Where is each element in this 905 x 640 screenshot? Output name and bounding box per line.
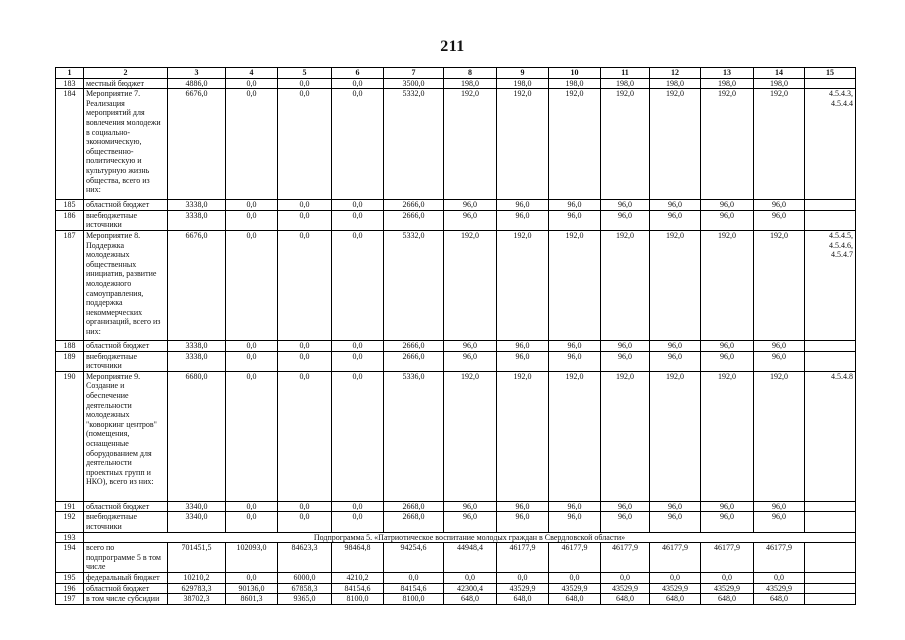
table-cell: 192,0 (650, 89, 701, 200)
table-cell: 3338,0 (168, 200, 226, 211)
table-cell: 8601,3 (226, 594, 278, 605)
table-cell: 96,0 (444, 340, 497, 351)
table-cell: 96,0 (601, 200, 650, 211)
table-cell: 0,0 (332, 200, 384, 211)
table-cell: 0,0 (601, 573, 650, 584)
subprogram-title: Подпрограмма 5. «Патриотическое воспитание молодых граждан в Свердловской области» (84, 532, 856, 543)
table-cell: 0,0 (332, 351, 384, 371)
table-cell: 192,0 (601, 89, 650, 200)
row-description: Мероприятие 9. Создание и обеспечение деятельности молодежных "коворкинг центров" (помещения, оснащенные оборудованием для деятельности проектных групп и НКО), всего из них: (84, 371, 168, 501)
table-cell: 0,0 (549, 573, 601, 584)
table-row (56, 573, 856, 584)
table-cell: 0,0 (384, 573, 444, 584)
table-row (56, 501, 856, 512)
table-cell: 192,0 (549, 89, 601, 200)
table-cell: 192,0 (701, 230, 754, 340)
table-cell: 96,0 (444, 351, 497, 371)
table-cell: 192,0 (754, 230, 805, 340)
table-cell: 94254,6 (384, 543, 444, 573)
table-cell: 43529,9 (701, 583, 754, 594)
table-cell: 3338,0 (168, 340, 226, 351)
table-cell: 96,0 (650, 512, 701, 532)
table-cell: 192,0 (444, 89, 497, 200)
column-header: 12 (650, 68, 701, 79)
row-number: 197 (56, 594, 84, 605)
table-cell: 96,0 (754, 501, 805, 512)
table-cell: 46177,9 (650, 543, 701, 573)
table-cell: 0,0 (278, 89, 332, 200)
table-row (56, 210, 856, 230)
page-number: 211 (440, 38, 465, 55)
table-cell: 2666,0 (384, 351, 444, 371)
row-description: федеральный бюджет (84, 573, 168, 584)
table-cell: 0,0 (226, 340, 278, 351)
row-number: 195 (56, 573, 84, 584)
table-cell: 96,0 (601, 512, 650, 532)
row-description: внебюджетные источники (84, 210, 168, 230)
table-cell: 0,0 (444, 573, 497, 584)
target-code (805, 78, 856, 89)
row-number: 188 (56, 340, 84, 351)
table-cell: 5332,0 (384, 230, 444, 340)
table-cell: 96,0 (444, 512, 497, 532)
table-cell: 0,0 (226, 351, 278, 371)
row-number: 196 (56, 583, 84, 594)
column-header: 15 (805, 68, 856, 79)
table-cell: 96,0 (601, 340, 650, 351)
row-number: 189 (56, 351, 84, 371)
table-cell: 96,0 (701, 340, 754, 351)
table-cell: 5336,0 (384, 371, 444, 501)
table-cell: 0,0 (278, 371, 332, 501)
table-cell: 43529,9 (754, 583, 805, 594)
table-cell: 96,0 (497, 512, 549, 532)
table-cell: 96,0 (444, 210, 497, 230)
table-cell: 0,0 (650, 573, 701, 584)
column-header: 14 (754, 68, 805, 79)
table-row (56, 594, 856, 605)
table-cell: 42300,4 (444, 583, 497, 594)
column-header: 8 (444, 68, 497, 79)
row-description: областной бюджет (84, 200, 168, 211)
table-cell: 96,0 (549, 512, 601, 532)
table-cell: 648,0 (549, 594, 601, 605)
table-cell: 102093,0 (226, 543, 278, 573)
table-row (56, 351, 856, 371)
table-cell: 96,0 (549, 501, 601, 512)
table-cell: 84623,3 (278, 543, 332, 573)
table-cell: 0,0 (278, 340, 332, 351)
table-cell: 0,0 (332, 501, 384, 512)
table-cell: 46177,9 (497, 543, 549, 573)
table-cell: 0,0 (332, 340, 384, 351)
table-cell: 648,0 (497, 594, 549, 605)
table-cell: 6676,0 (168, 230, 226, 340)
table-cell: 0,0 (226, 512, 278, 532)
table-cell: 96,0 (754, 200, 805, 211)
table-cell: 192,0 (601, 371, 650, 501)
target-code (805, 340, 856, 351)
row-description: внебюджетные источники (84, 351, 168, 371)
table-cell: 84154,6 (384, 583, 444, 594)
table-cell: 5332,0 (384, 89, 444, 200)
table-cell: 2666,0 (384, 200, 444, 211)
row-description: областной бюджет (84, 501, 168, 512)
table-cell: 192,0 (601, 230, 650, 340)
subprogram-row (56, 532, 856, 543)
table-cell: 198,0 (549, 78, 601, 89)
table-cell: 0,0 (332, 512, 384, 532)
table-cell: 648,0 (601, 594, 650, 605)
table-cell: 8100,0 (384, 594, 444, 605)
table-cell: 192,0 (444, 371, 497, 501)
table-cell: 67858,3 (278, 583, 332, 594)
table-cell: 96,0 (497, 340, 549, 351)
table-cell: 96,0 (701, 501, 754, 512)
table-cell: 43529,9 (497, 583, 549, 594)
table-cell: 96,0 (650, 501, 701, 512)
table-cell: 96,0 (549, 340, 601, 351)
column-header: 1 (56, 68, 84, 79)
target-code (805, 583, 856, 594)
table-cell: 198,0 (650, 78, 701, 89)
table-cell: 198,0 (701, 78, 754, 89)
table-cell: 96,0 (444, 501, 497, 512)
table-cell: 96,0 (601, 501, 650, 512)
row-number: 192 (56, 512, 84, 532)
row-number: 190 (56, 371, 84, 501)
table-cell: 198,0 (601, 78, 650, 89)
table-cell: 46177,9 (549, 543, 601, 573)
table-cell: 96,0 (549, 351, 601, 371)
target-code (805, 573, 856, 584)
table-cell: 198,0 (497, 78, 549, 89)
table-cell: 192,0 (497, 371, 549, 501)
table-cell: 96,0 (601, 351, 650, 371)
table-cell: 629783,3 (168, 583, 226, 594)
table-cell: 4886,0 (168, 78, 226, 89)
target-code: 4.5.4.8 (805, 371, 856, 501)
table-cell: 96,0 (701, 200, 754, 211)
table-row (56, 89, 856, 200)
table-cell: 0,0 (278, 210, 332, 230)
table-cell: 0,0 (701, 573, 754, 584)
row-description: Мероприятие 7. Реализация мероприятий для вовлечения молодежи в социально-экономическую, общественно-политическую и культурную жизнь общества, всего из них: (84, 89, 168, 200)
table-cell: 44948,4 (444, 543, 497, 573)
table-row (56, 78, 856, 89)
table-cell: 2666,0 (384, 210, 444, 230)
table-cell: 3338,0 (168, 210, 226, 230)
table-cell: 0,0 (332, 78, 384, 89)
table-cell: 2666,0 (384, 340, 444, 351)
row-number: 193 (56, 532, 84, 543)
target-code (805, 210, 856, 230)
row-description: областной бюджет (84, 340, 168, 351)
table-cell: 6000,0 (278, 573, 332, 584)
table-cell: 2668,0 (384, 501, 444, 512)
table-cell: 96,0 (549, 200, 601, 211)
row-description: в том числе субсидии (84, 594, 168, 605)
table-header-row (56, 68, 856, 79)
table-cell: 198,0 (754, 78, 805, 89)
table-cell: 0,0 (754, 573, 805, 584)
table-cell: 648,0 (444, 594, 497, 605)
table-cell: 84154,6 (332, 583, 384, 594)
table-cell: 8100,0 (332, 594, 384, 605)
table-cell: 0,0 (226, 573, 278, 584)
table-cell: 96,0 (549, 210, 601, 230)
table-cell: 192,0 (444, 230, 497, 340)
table-row (56, 371, 856, 501)
row-description: всего по подпрограмме 5 в том числе (84, 543, 168, 573)
column-header: 9 (497, 68, 549, 79)
table-cell: 96,0 (701, 351, 754, 371)
table-cell: 46177,9 (701, 543, 754, 573)
table-cell: 96,0 (650, 200, 701, 211)
row-number: 184 (56, 89, 84, 200)
table-cell: 96,0 (497, 501, 549, 512)
target-code: 4.5.4.3, 4.5.4.4 (805, 89, 856, 200)
table-cell: 3340,0 (168, 501, 226, 512)
table-cell: 648,0 (754, 594, 805, 605)
table-cell: 0,0 (332, 230, 384, 340)
table-cell: 192,0 (650, 371, 701, 501)
row-description: Мероприятие 8. Поддержка молодежных общественных инициатив, развитие молодежного самоуправления, поддержка некоммерческих организаций, всего из них: (84, 230, 168, 340)
table-cell: 0,0 (332, 371, 384, 501)
table-cell: 96,0 (650, 351, 701, 371)
table-cell: 43529,9 (650, 583, 701, 594)
table-cell: 192,0 (701, 89, 754, 200)
target-code (805, 543, 856, 573)
table-row (56, 583, 856, 594)
table-cell: 0,0 (226, 371, 278, 501)
table-cell: 648,0 (701, 594, 754, 605)
table-cell: 0,0 (332, 210, 384, 230)
table-cell: 96,0 (497, 351, 549, 371)
target-code (805, 351, 856, 371)
row-description: местный бюджет (84, 78, 168, 89)
table-cell: 96,0 (754, 351, 805, 371)
table-cell: 0,0 (278, 78, 332, 89)
target-code (805, 501, 856, 512)
row-description: внебюджетные источники (84, 512, 168, 532)
table-cell: 192,0 (754, 89, 805, 200)
row-number: 185 (56, 200, 84, 211)
row-number: 194 (56, 543, 84, 573)
table-cell: 96,0 (601, 210, 650, 230)
target-code (805, 200, 856, 211)
table-cell: 2668,0 (384, 512, 444, 532)
column-header: 10 (549, 68, 601, 79)
table-cell: 192,0 (549, 230, 601, 340)
table-cell: 46177,9 (601, 543, 650, 573)
table-cell: 192,0 (497, 89, 549, 200)
table-cell: 6676,0 (168, 89, 226, 200)
table-cell: 648,0 (650, 594, 701, 605)
column-header: 5 (278, 68, 332, 79)
table-cell: 96,0 (444, 200, 497, 211)
table-cell: 3340,0 (168, 512, 226, 532)
table-cell: 38702,3 (168, 594, 226, 605)
table-cell: 0,0 (278, 351, 332, 371)
budget-table (55, 67, 856, 605)
table-cell: 192,0 (650, 230, 701, 340)
table-cell: 43529,9 (549, 583, 601, 594)
table-cell: 0,0 (332, 89, 384, 200)
row-number: 191 (56, 501, 84, 512)
table-row (56, 543, 856, 573)
table-cell: 0,0 (497, 573, 549, 584)
table-cell: 0,0 (226, 89, 278, 200)
table-body (56, 68, 856, 605)
table-cell: 3338,0 (168, 351, 226, 371)
table-cell: 701451,5 (168, 543, 226, 573)
column-header: 6 (332, 68, 384, 79)
table-cell: 96,0 (650, 340, 701, 351)
table-cell: 192,0 (549, 371, 601, 501)
table-cell: 0,0 (226, 210, 278, 230)
table-cell: 192,0 (701, 371, 754, 501)
table-cell: 0,0 (226, 501, 278, 512)
table-cell: 10210,2 (168, 573, 226, 584)
table-cell: 96,0 (497, 210, 549, 230)
table-cell: 98464,8 (332, 543, 384, 573)
table-cell: 192,0 (497, 230, 549, 340)
table-cell: 96,0 (701, 512, 754, 532)
column-header: 13 (701, 68, 754, 79)
table-cell: 9365,0 (278, 594, 332, 605)
table-cell: 96,0 (754, 340, 805, 351)
table-cell: 6680,0 (168, 371, 226, 501)
table-cell: 46177,9 (754, 543, 805, 573)
table-cell: 96,0 (754, 210, 805, 230)
table-row (56, 230, 856, 340)
table-cell: 43529,9 (601, 583, 650, 594)
table-cell: 0,0 (226, 230, 278, 340)
table-row (56, 200, 856, 211)
target-code (805, 594, 856, 605)
table-cell: 90136,0 (226, 583, 278, 594)
table-cell: 96,0 (701, 210, 754, 230)
table-cell: 0,0 (278, 200, 332, 211)
table-cell: 96,0 (754, 512, 805, 532)
row-number: 186 (56, 210, 84, 230)
target-code (805, 512, 856, 532)
row-description: областной бюджет (84, 583, 168, 594)
column-header: 2 (84, 68, 168, 79)
row-number: 183 (56, 78, 84, 89)
row-number: 187 (56, 230, 84, 340)
target-code: 4.5.4.5, 4.5.4.6, 4.5.4.7 (805, 230, 856, 340)
column-header: 11 (601, 68, 650, 79)
table-cell: 0,0 (226, 200, 278, 211)
table-cell: 3500,0 (384, 78, 444, 89)
table-cell: 0,0 (278, 512, 332, 532)
column-header: 7 (384, 68, 444, 79)
table-cell: 96,0 (497, 200, 549, 211)
table-cell: 4210,2 (332, 573, 384, 584)
table-cell: 96,0 (650, 210, 701, 230)
table-cell: 198,0 (444, 78, 497, 89)
table-row (56, 512, 856, 532)
table-cell: 0,0 (226, 78, 278, 89)
table-cell: 0,0 (278, 501, 332, 512)
column-header: 4 (226, 68, 278, 79)
table-row (56, 340, 856, 351)
table-cell: 192,0 (754, 371, 805, 501)
table-cell: 0,0 (278, 230, 332, 340)
column-header: 3 (168, 68, 226, 79)
